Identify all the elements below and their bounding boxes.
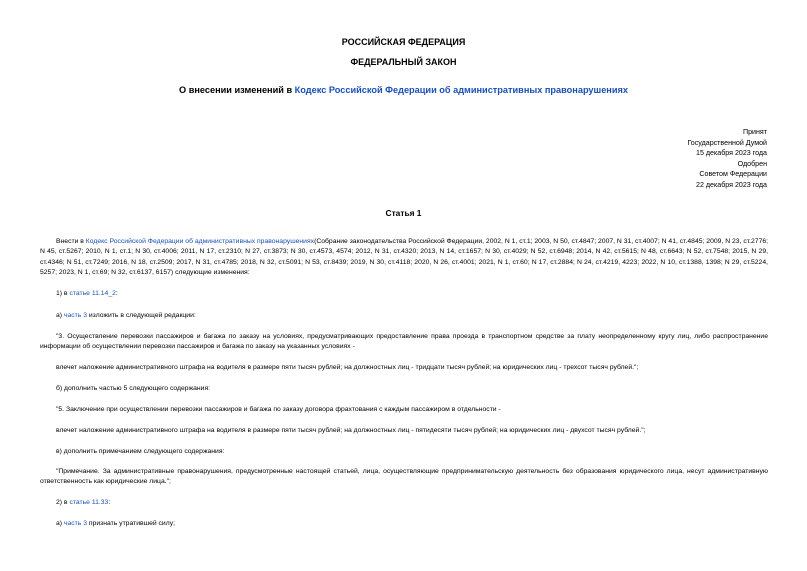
- note-paragraph: "Примечание. За административные правонарушения, предусмотренные настоящей статьей, лица, осуществляющие предпринимательскую деятельность без образования юридического лица, несут административную ответственность как юридические лица.";: [40, 468, 768, 486]
- article-heading: Статья 1: [385, 208, 422, 218]
- acceptance-line: 22 декабря 2023 года: [696, 180, 767, 189]
- item-2: [40, 498, 768, 508]
- item-2a-prefix: а): [56, 520, 63, 527]
- item-2a: [40, 519, 768, 529]
- penalty-part-5: влечет наложение административного штрафа на водителя в размере пяти тысяч рублей; на должностных лиц - пятидесяти тысяч рублей; на юридических лиц - двухсот тысяч рублей.";: [56, 427, 646, 434]
- part-3-link[interactable]: часть 3: [63, 312, 87, 319]
- acceptance-line: Государственной Думой: [687, 138, 767, 147]
- item-1: [40, 289, 768, 299]
- intro-text: (Собрание законодательства Российской Федерации, 2002, N 1, ст.1; 2003, N 50, ст.4847; 2007, N 31, ст.4007; N 41, ст.4845; 2009, N 23, ст.2776; N 45, ст.5267; 2010, N 1, ст.1; N 30, ст.4006; 2011, N 17, ст.2310; N 27, ст.3873; N 30, ст.4573, 4574; 2012, N 31, ст.4320; 2013, N 14, ст.1657; N 30, ст.4029; N 52, ст.6948; 2014, N 42, ст.5615; N 48, ст.6643; N 52, ст.7548; 2015, N 29, ст.4346; N 51, ст.7249; 2016, N 18, ст.2509; 2017, N 31, ст.4785; 2018, N 32, ст.5091; N 53, ст.8439; 2019, N 30, ст.4118; 2020, N 26, ст.4001; 2021, N 1, ст.60; N 17, ст.2884; N 24, ст.4219, 4223; 2022, N 10, ст.1388, 1398; N 29, ст.5224, 5257; 2023, N 1, ст.69; N 32, ст.6137, 6157) следующие изменения:: [40, 238, 769, 277]
- item-1-prefix: 1) в: [56, 290, 68, 297]
- penalty-part-3: влечет наложение административного штрафа на водителя в размере пяти тысяч рублей; на должностных лиц - тридцати тысяч рублей; на юридических лиц - трехсот тысяч рублей.";: [56, 364, 639, 371]
- article-11-33-link[interactable]: статье 11.33: [69, 499, 109, 506]
- item-1c: в) дополнить примечанием следующего содержания:: [56, 448, 225, 455]
- country-heading: РОССИЙСКАЯ ФЕДЕРАЦИЯ: [341, 37, 466, 47]
- acceptance-line: Одобрен: [737, 159, 767, 168]
- acceptance-line: 15 декабря 2023 года: [696, 149, 767, 158]
- code-link-title[interactable]: Кодекс Российской Федерации об административных правонарушениях: [294, 85, 628, 95]
- item-2-prefix: 2) в: [56, 499, 68, 506]
- acceptance-block: [687, 127, 767, 191]
- item-1b: б) дополнить частью 5 следующего содержания:: [56, 385, 211, 392]
- law-title: [0, 85, 807, 95]
- item-1a-suffix: изложить в следующей редакции:: [88, 312, 196, 319]
- quote-part-5: "5. Заключение при осуществлении перевозки пассажиров и багажа по заказу договора фрахтования с каждым пассажиром в отдельности -: [56, 406, 501, 413]
- acceptance-line: Советом Федерации: [699, 170, 767, 179]
- item-2-suffix: :: [108, 499, 111, 506]
- law-type-heading: ФЕДЕРАЛЬНЫЙ ЗАКОН: [350, 57, 457, 67]
- item-1a: [40, 311, 768, 321]
- article-11-14-2-link[interactable]: статье 11.14_2: [69, 290, 116, 297]
- intro-paragraph: [40, 237, 768, 279]
- code-link-intro[interactable]: Кодекс Российской Федерации об административных правонарушениях: [85, 238, 315, 245]
- intro-prefix: Внести в: [56, 238, 84, 245]
- quote-part-3: "3. Осуществление перевозки пассажиров и багажа по заказу на условиях, предусматривающих предоставление права проезда в транспортном средстве за плату неопределенному кругу лиц, либо распространение информации об осуществлении перевозки пассажиров и багажа по заказу на указанных условиях -: [40, 333, 768, 351]
- item-1a-prefix: а): [56, 312, 63, 319]
- item-1-suffix: :: [115, 290, 118, 297]
- item-2a-suffix: признать утратившей силу;: [88, 520, 175, 527]
- law-title-prefix: О внесении изменений в: [179, 85, 293, 95]
- acceptance-line: Принят: [742, 128, 767, 136]
- part-3-link-2[interactable]: часть 3: [63, 520, 87, 527]
